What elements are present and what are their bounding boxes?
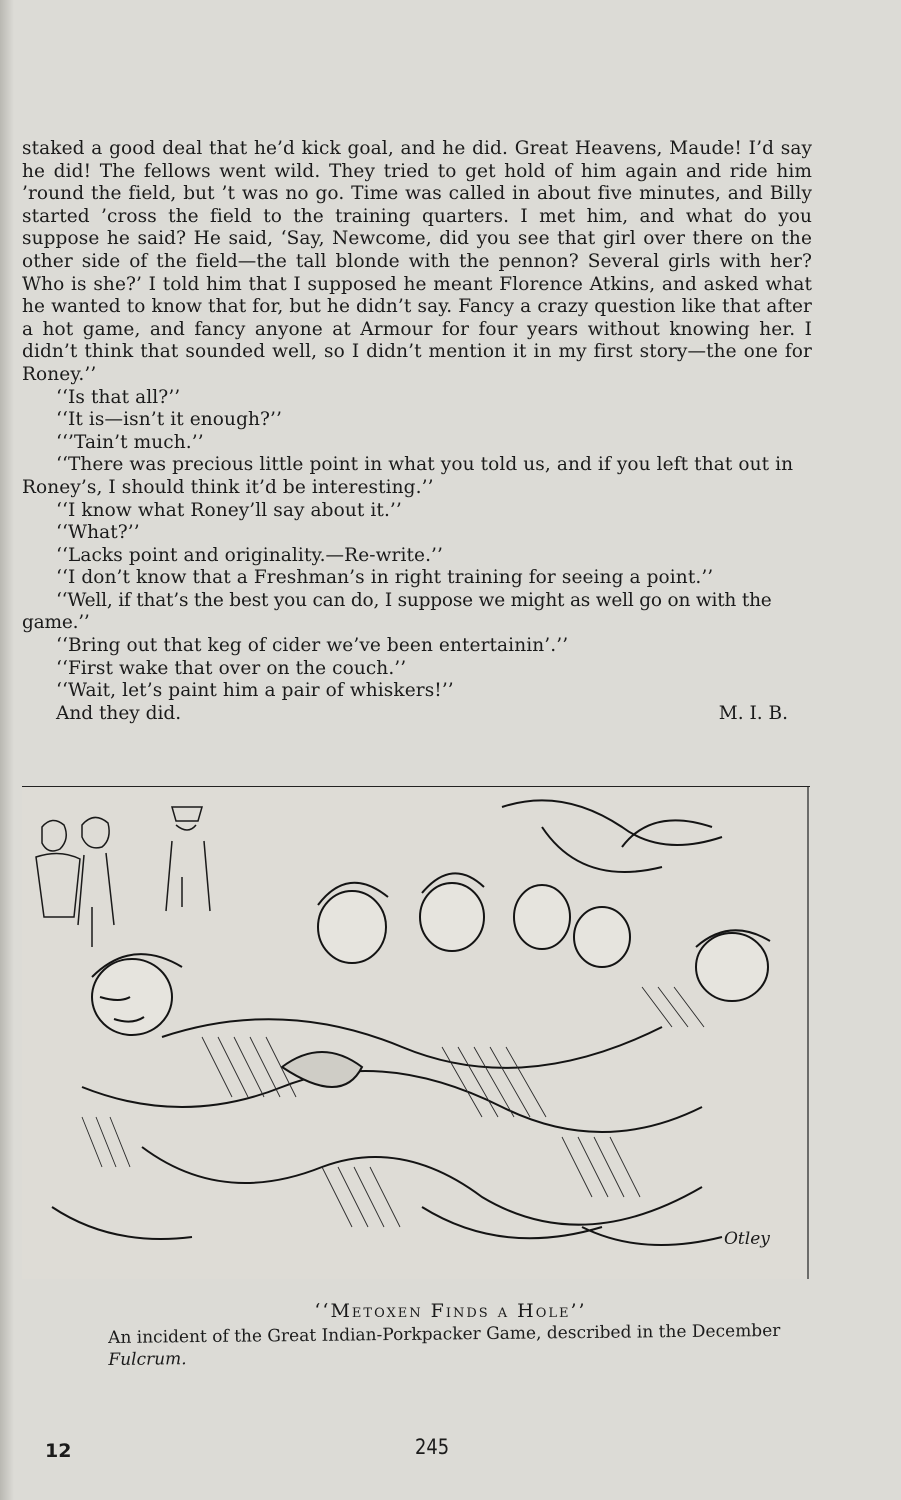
publication-name: Fulcrum. (108, 1349, 187, 1370)
dialogue (22, 387, 812, 703)
page-edge-shadow (0, 0, 14, 1500)
dialogue-line: ‘‘Bring out that keg of cider we’ve been entertainin’.’’ (56, 635, 569, 657)
story-text (22, 138, 812, 725)
dialogue-line: ‘‘I don’t know that a Freshman’s in right training for seeing a point.’’ (56, 567, 714, 589)
dialogue-line: ‘‘First wake that over on the couch.’’ (56, 657, 407, 679)
dialogue-line: ‘‘Lacks point and originality.—Re-write.’’ (56, 544, 444, 566)
illustration-title: ‘‘Metoxen Finds a Hole’’ (314, 1300, 587, 1322)
dialogue-line: ‘‘I know what Roney’ll say about it.’’ (56, 499, 402, 521)
dialogue-line: ‘‘’Tain’t much.’’ (56, 431, 204, 453)
closing-text: And they did. (56, 702, 182, 724)
story-paragraph: staked a good deal that he’d kick goal, and he did. Great Heavens, Maude! I’d say he did! The fellows went wild. They tried to get hold of him again and ride him ’round the field, but ’t was no go. Time was called in about five minutes, and Billy started ’cross the field to the training quarters. I met him, and what do you suppose he said? He said, ‘Say, Newcome, did you see that girl over there on the other side of the field—the tall blonde with the pennon? Several girls with her? Who is she?’ I told him that I supposed he meant Florence Atkins, and asked what he wanted to know that for, but he didn’t say. Fancy a crazy question like that after a hot game, and fancy anyone at Armour for four years without knowing her. I didn’t think that sounded well, so I didn’t mention it in my first story—the one for Roney.’’ (22, 138, 812, 385)
folio-mark: 12 (45, 1440, 72, 1462)
dialogue-line: ‘‘Well, if that’s the best you can do, I suppose we might as well go on with the game.’’ (22, 589, 772, 634)
dialogue-line: ‘‘What?’’ (56, 522, 140, 544)
football-illustration (22, 786, 810, 1279)
dialogue-line: ‘‘It is—isn’t it enough?’’ (56, 409, 282, 431)
dialogue-line: ‘‘Is that all?’’ (56, 386, 181, 408)
illustration-drawing (22, 787, 810, 1279)
artist-signature: Otley (724, 1229, 770, 1249)
illustration-description (108, 1320, 808, 1371)
dialogue-line: ‘‘Wait, let’s paint him a pair of whiskers!’’ (56, 680, 454, 702)
page-number: 245 (415, 1435, 450, 1459)
dialogue-line: ‘‘There was precious little point in what you told us, and if you left that out in Roney’s, I should think it’d be interesting.’’ (22, 454, 794, 498)
description-text: An incident of the Great Indian-Porkpacker Game, described in the December (108, 1320, 781, 1348)
closing-line (22, 703, 812, 726)
author-signature: M. I. B. (718, 702, 788, 724)
